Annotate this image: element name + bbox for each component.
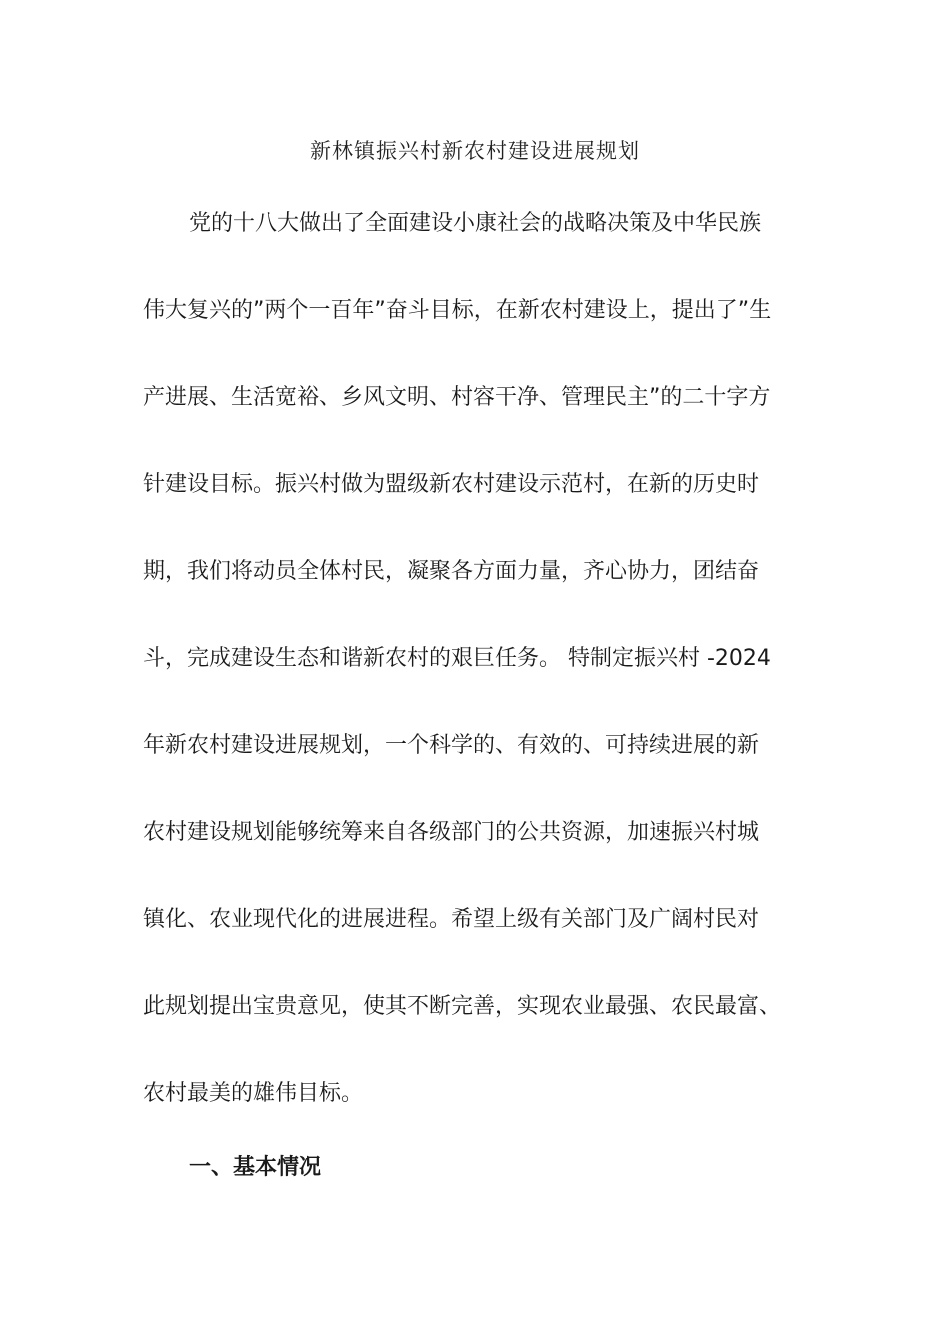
paragraph-line: 年新农村建设进展规划，一个科学的、有效的、可持续进展的新 <box>143 733 760 758</box>
paragraph-line: 斗，完成建设生态和谐新农村的艰巨任务。 特制定振兴村 -2024 <box>143 646 771 671</box>
paragraph-line: 党的十八大做出了全面建设小康社会的战略决策及中华民族 <box>189 211 762 236</box>
paragraph-line: 此规划提出宝贵意见，使其不断完善，实现农业最强、农民最富、 <box>143 994 782 1019</box>
paragraph-line: 镇化、农业现代化的进展进程。希望上级有关部门及广阔村民对 <box>143 907 760 932</box>
paragraph-line: 伟大复兴的”两个一百年”奋斗目标，在新农村建设上，提出了”生 <box>143 298 772 323</box>
paragraph-line: 农村建设规划能够统筹来自各级部门的公共资源，加速振兴村城 <box>143 820 760 845</box>
document-title: 新林镇振兴村新农村建设进展规划 <box>310 139 640 163</box>
paragraph-line: 农村最美的雄伟目标。 <box>143 1081 364 1106</box>
paragraph-line: 产进展、生活宽裕、乡风文明、村容干净、管理民主”的二十字方 <box>143 385 771 410</box>
paragraph-line: 期，我们将动员全体村民，凝聚各方面力量，齐心协力，团结奋 <box>143 559 760 584</box>
paragraph-line: 针建设目标。振兴村做为盟级新农村建设示范村，在新的历史时 <box>143 472 760 497</box>
section-heading: 一、基本情况 <box>189 1155 322 1180</box>
